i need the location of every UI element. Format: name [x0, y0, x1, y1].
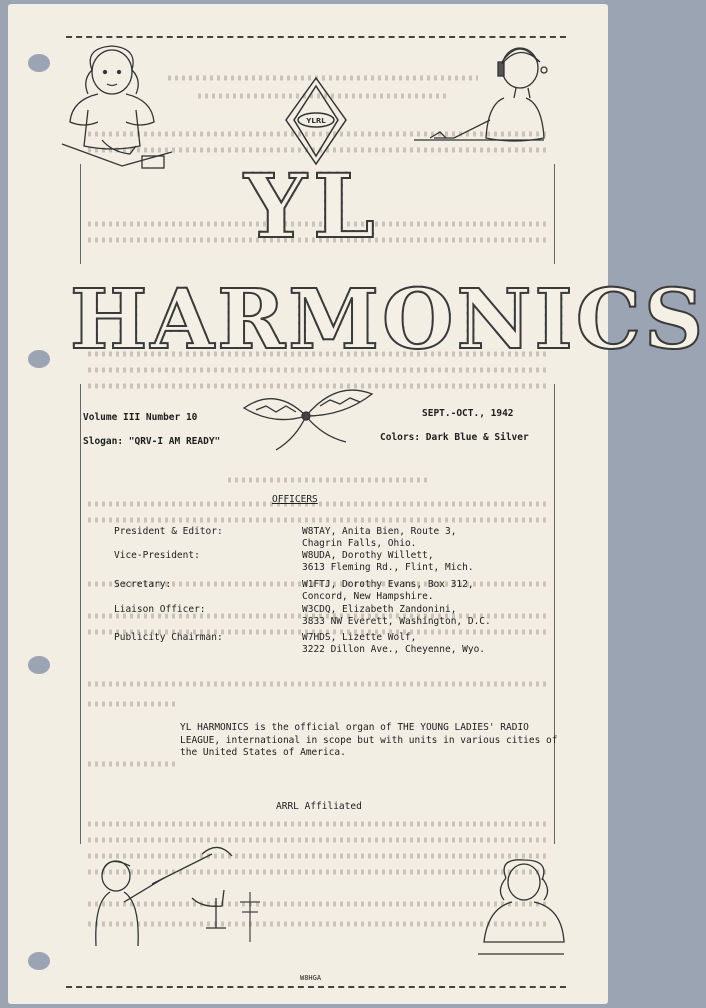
- officer-info-liaison: [302, 604, 491, 628]
- title-yl: YL: [244, 154, 381, 258]
- footer-mark: W8HGA: [300, 974, 322, 982]
- girl-writing-illustration: [58, 40, 168, 170]
- officer-role-publicity: Publicity Chairman:: [114, 632, 223, 643]
- officer-role-vice-president: Vice-President:: [114, 550, 200, 561]
- slogan: Slogan: "QRV-I AM READY": [83, 436, 221, 447]
- about-paragraph: YL HARMONICS is the official organ of THE YOUNG LADIES' RADIO LEAGUE, international in scope but with units in various cities of the United States of America.: [180, 722, 558, 758]
- emblem-letters: YLRL: [306, 117, 326, 125]
- officer-info-publicity: [302, 632, 485, 656]
- officer-line: 3613 Fleming Rd., Flint, Mich.: [302, 562, 474, 573]
- holly-bow-illustration: [236, 376, 376, 456]
- ylrl-emblem: [284, 76, 348, 166]
- arrl-affiliation: ARRL Affiliated: [276, 801, 362, 812]
- officer-info-vice-president: [302, 550, 474, 574]
- officer-line: Chagrin Falls, Ohio.: [302, 538, 417, 549]
- officer-role-president: President & Editor:: [114, 526, 223, 537]
- issue-date: SEPT.-OCT., 1942: [422, 408, 514, 419]
- volume-number: Volume III Number 10: [83, 412, 198, 423]
- girl-pointing-illustration: [92, 834, 242, 954]
- title-harmonics: HARMONICS: [70, 272, 706, 368]
- officer-line: 3833 NW Everett, Washington, D.C.: [302, 616, 491, 627]
- officer-info-secretary: [302, 579, 474, 603]
- girl-sitting-illustration: [468, 854, 568, 974]
- officer-line: W8UDA, Dorothy Willett,: [302, 550, 434, 561]
- officer-role-liaison: Liaison Officer:: [114, 604, 206, 615]
- officer-line: W3CDQ, Elizabeth Zandonini,: [302, 604, 457, 615]
- officer-line: W8TAY, Anita Bien, Route 3,: [302, 526, 457, 537]
- officer-line: W7HDS, Lizette Wolf,: [302, 632, 417, 643]
- officer-line: W1FTJ, Dorothy Evans, Box 312,: [302, 579, 474, 590]
- officer-line: 3222 Dillon Ave., Cheyenne, Wyo.: [302, 644, 486, 655]
- official-colors: Colors: Dark Blue & Silver: [380, 432, 529, 443]
- radio-operator-illustration: [404, 40, 574, 160]
- officer-line: Concord, New Hampshire.: [302, 591, 434, 602]
- officer-role-secretary: Secretary:: [114, 579, 172, 590]
- newsletter-page: [8, 4, 706, 1004]
- officers-heading: OFFICERS: [272, 494, 318, 505]
- officer-info-president: [302, 526, 456, 550]
- antenna-doodle: [230, 888, 270, 948]
